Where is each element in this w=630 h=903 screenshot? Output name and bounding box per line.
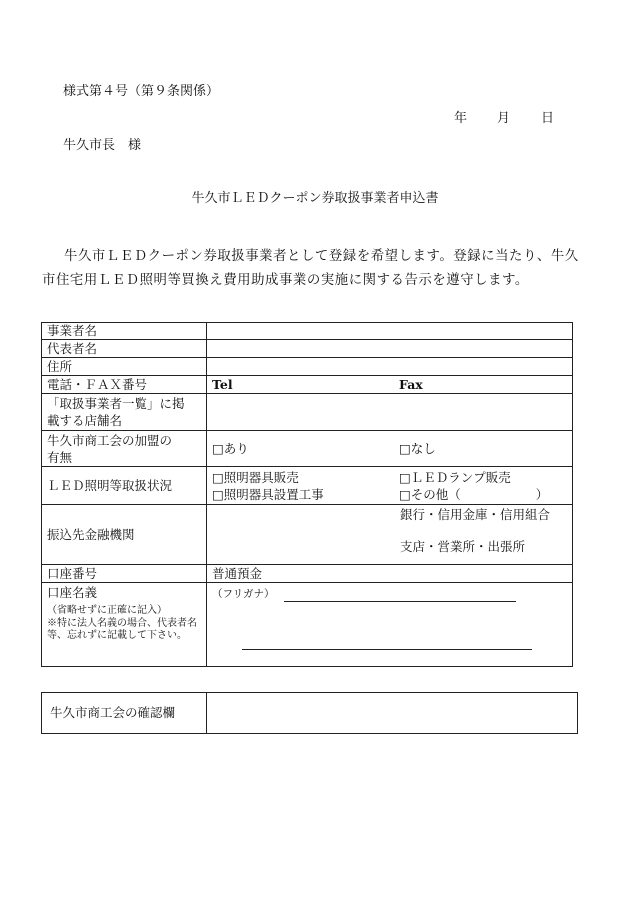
account-holder-field[interactable] [207, 583, 573, 667]
row-bank [42, 505, 573, 565]
row-phone-fax [42, 376, 573, 394]
row-led-handling [42, 467, 573, 505]
name-line [242, 649, 532, 650]
branch-type-suffix: 支店・営業所・出張所 [400, 539, 526, 554]
chamber-membership-label: 牛久市商工会の加盟の 有無 [42, 431, 207, 467]
representative-field[interactable] [207, 340, 573, 358]
furigana-line [284, 601, 516, 602]
date-day: 日 [541, 111, 555, 126]
account-holder-warning: ※特に法人名義の場合、代表者名等、忘れずに記載して下さい。 [47, 618, 197, 641]
account-holder-label: 口座名義 （省略せずに正確に記入） ※特に法人名義の場合、代表者名等、忘れずに記載して下さい。 [42, 583, 207, 667]
bank-type-suffix: 銀行・信用金庫・信用組合 [400, 507, 551, 522]
account-number-label: 口座番号 [42, 565, 207, 583]
row-chamber-membership [42, 431, 573, 467]
confirmation-box [41, 692, 578, 734]
date-month: 月 [497, 111, 511, 126]
address-field[interactable] [207, 358, 573, 376]
account-number-field[interactable] [207, 565, 573, 583]
tel-label: Tel [212, 376, 233, 392]
bank-label: 振込先金融機関 [42, 505, 207, 565]
store-name-label: 「取扱事業者一覧」に掲 載する店舗名 [42, 394, 207, 431]
furigana-label: （フリガナ） [212, 588, 275, 600]
phone-fax-field[interactable] [207, 376, 573, 394]
addressee: 牛久市長 様 [63, 138, 142, 153]
address-label: 住所 [42, 358, 207, 376]
phone-fax-label: 電話・ＦＡＸ番号 [42, 376, 207, 394]
led-handling-options [207, 467, 573, 505]
row-account-holder [42, 583, 573, 667]
business-name-label: 事業者名 [42, 323, 207, 340]
row-address [42, 358, 573, 376]
checkbox-other[interactable]: □その他（ ） [399, 486, 549, 502]
checkbox-yes[interactable]: □あり [212, 440, 249, 456]
checkbox-lamp-sales[interactable]: □ＬＥＤランプ販売 [399, 469, 511, 485]
form-number: 様式第４号（第９条関係） [63, 84, 220, 99]
account-type: 普通預金 [212, 565, 263, 581]
date-year: 年 [454, 111, 468, 126]
business-name-field[interactable] [207, 323, 573, 340]
fax-label: Fax [399, 376, 423, 392]
row-account-number [42, 565, 573, 583]
account-holder-note: （省略せずに正確に記入） [47, 605, 167, 616]
led-handling-label: ＬＥＤ照明等取扱状況 [42, 467, 207, 505]
intro-paragraph: 牛久市ＬＥＤクーポン券取扱事業者として登録を希望します。登録に当たり、牛久市住宅用ＬＥＤ照明等買換え費用助成事業の実施に関する告示を遵守します。 [42, 249, 579, 288]
row-business-name [42, 323, 573, 340]
row-store-name [42, 394, 573, 431]
confirmation-label: 牛久市商工会の確認欄 [42, 693, 207, 733]
checkbox-fixture-installation[interactable]: □照明器具設置工事 [212, 486, 324, 502]
representative-label: 代表者名 [42, 340, 207, 358]
checkbox-fixture-sales[interactable]: □照明器具販売 [212, 469, 299, 485]
document-title: 牛久市ＬＥＤクーポン券取扱事業者申込書 [191, 191, 439, 206]
application-table [41, 322, 573, 667]
chamber-membership-field [207, 431, 573, 467]
checkbox-no[interactable]: □なし [399, 440, 436, 456]
store-name-field[interactable] [207, 394, 573, 431]
bank-field[interactable] [207, 505, 573, 565]
row-representative [42, 340, 573, 358]
